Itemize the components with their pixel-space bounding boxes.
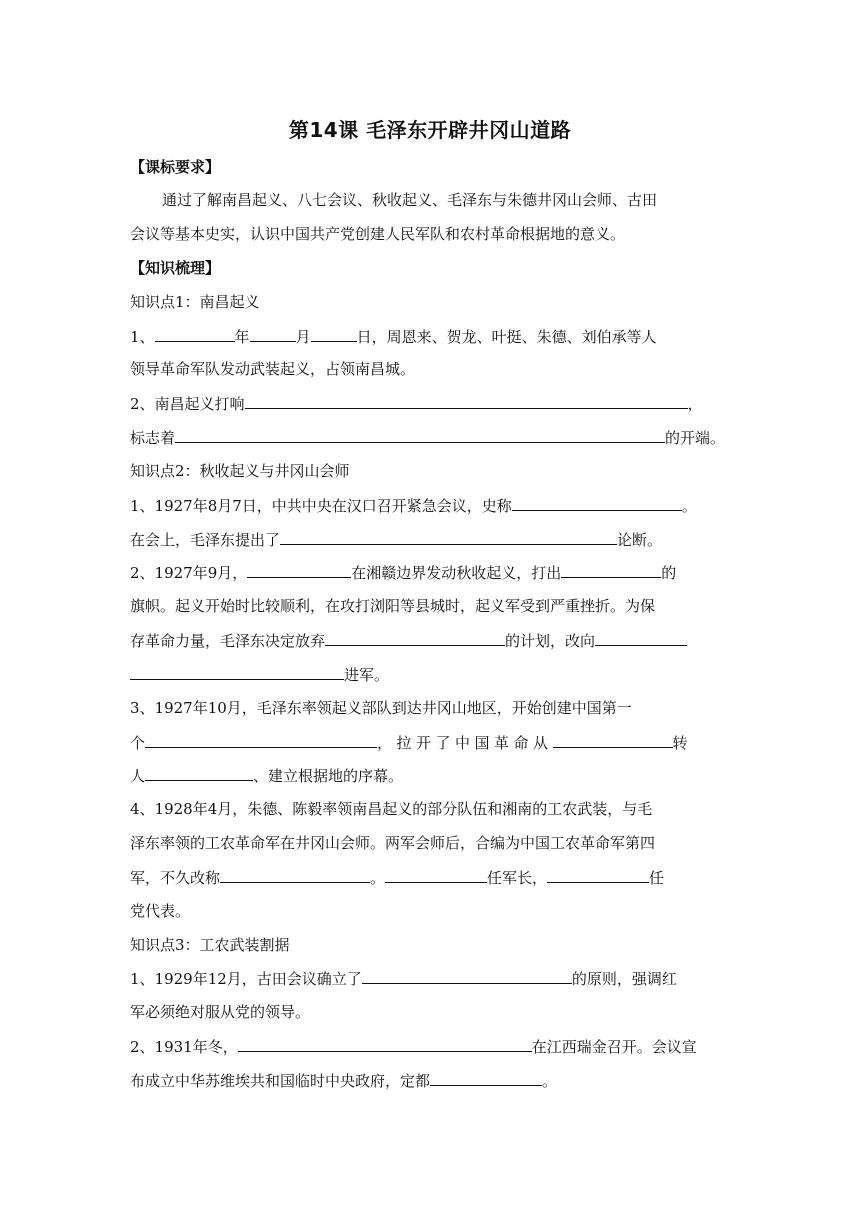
question-3-1-cont: 军必须绝对服从党的领导。 [130, 1003, 311, 1021]
blank-mao-thesis[interactable] [280, 528, 617, 545]
question-2-4-cont-3: 党代表。 [130, 902, 191, 920]
blank-congress-name[interactable] [238, 1035, 532, 1052]
blank-meeting-name[interactable] [512, 494, 682, 511]
section-heading-knowledge: 【知识梳理】 [130, 259, 221, 277]
blank-uprising-leader[interactable] [247, 561, 351, 578]
question-2-3-cont-2: 人 、建立根据地的序幕。 [130, 764, 730, 787]
blank-abandoned-plan[interactable] [325, 629, 505, 646]
blank-marks-beginning[interactable] [175, 426, 665, 443]
blank-year[interactable] [155, 325, 235, 342]
question-3-2-cont: 布成立中华苏维埃共和国临时中央政府，定都 。 [130, 1069, 730, 1092]
blank-day[interactable] [311, 325, 357, 342]
question-3-2: 2、1931年冬， 在江西瑞金召开。会议宣 [130, 1035, 730, 1058]
blank-party-representative[interactable] [547, 866, 649, 883]
question-2-3-cont-1: 个 ，拉开了中国革命从 转 [130, 731, 730, 754]
blank-march-target-2[interactable] [130, 663, 344, 680]
blank-army-name[interactable] [220, 866, 370, 883]
question-2-2-cont-1: 旗帜。起义开始时比较顺利，在攻打浏阳等县城时，起义军受到严重挫折。为保 [130, 597, 656, 615]
blank-banner[interactable] [561, 561, 661, 578]
knowledge-point-1: 知识点1：南昌起义 [130, 293, 260, 311]
blank-month[interactable] [250, 325, 296, 342]
blank-gutian-principle[interactable] [362, 967, 572, 984]
blank-march-target-1[interactable] [595, 629, 687, 646]
page-title: 第14课 毛泽东开辟井冈山道路 [288, 118, 572, 142]
question-1-1: 1、 年 月 日，周恩来、贺龙、叶挺、朱德、刘伯承等人 [130, 325, 730, 348]
standards-text-1: 通过了解南昌起义、八七会议、秋收起义、毛泽东与朱德井冈山会师、古田 [162, 191, 658, 209]
blank-revolution-to[interactable] [145, 764, 253, 781]
question-2-4-cont-2: 军，不久改称 。 任军长， 任 [130, 866, 730, 889]
question-2-4-cont-1: 泽东率领的工农革命军在井冈山会师。两军会师后，合编为中国工农革命军第四 [130, 834, 656, 852]
question-1-1-cont: 领导革命军队发动武装起义，占领南昌城。 [130, 360, 416, 378]
question-2-1-cont: 在会上，毛泽东提出了 论断。 [130, 528, 730, 551]
blank-nanchang-significance[interactable] [245, 392, 688, 409]
question-1-2-cont: 标志着 的开端。 [130, 426, 730, 449]
blank-commander[interactable] [385, 866, 487, 883]
question-2-4: 4、1928年4月，朱德、陈毅率领南昌起义的部分队伍和湘南的工农武装，与毛 [130, 800, 653, 818]
knowledge-point-2: 知识点2：秋收起义与井冈山会师 [130, 462, 350, 480]
question-3-1: 1、1929年12月，古田会议确立了 的原则，强调红 [130, 967, 730, 990]
knowledge-point-3: 知识点3：工农武装割据 [130, 936, 290, 954]
section-heading-standards: 【课标要求】 [130, 158, 221, 176]
question-2-2-cont-3: 进军。 [130, 663, 730, 686]
question-2-2-cont-2: 存革命力量，毛泽东决定放弃 的计划，改向 [130, 629, 730, 652]
blank-first-base[interactable] [145, 731, 377, 748]
question-2-2: 2、1927年9月， 在湘赣边界发动秋收起义，打出 的 [130, 561, 730, 584]
question-2-1: 1、1927年8月7日，中共中央在汉口召开紧急会议，史称 。 [130, 494, 730, 517]
standards-text-2: 会议等基本史实，认识中国共产党创建人民军队和农村革命根据地的意义。 [130, 225, 626, 243]
question-2-3: 3、1927年10月，毛泽东率领起义部队到达井冈山地区，开始创建中国第一 [130, 699, 632, 717]
question-1-2: 2、南昌起义打响 ， [130, 392, 730, 415]
blank-revolution-from[interactable] [553, 731, 673, 748]
blank-capital[interactable] [430, 1069, 542, 1086]
